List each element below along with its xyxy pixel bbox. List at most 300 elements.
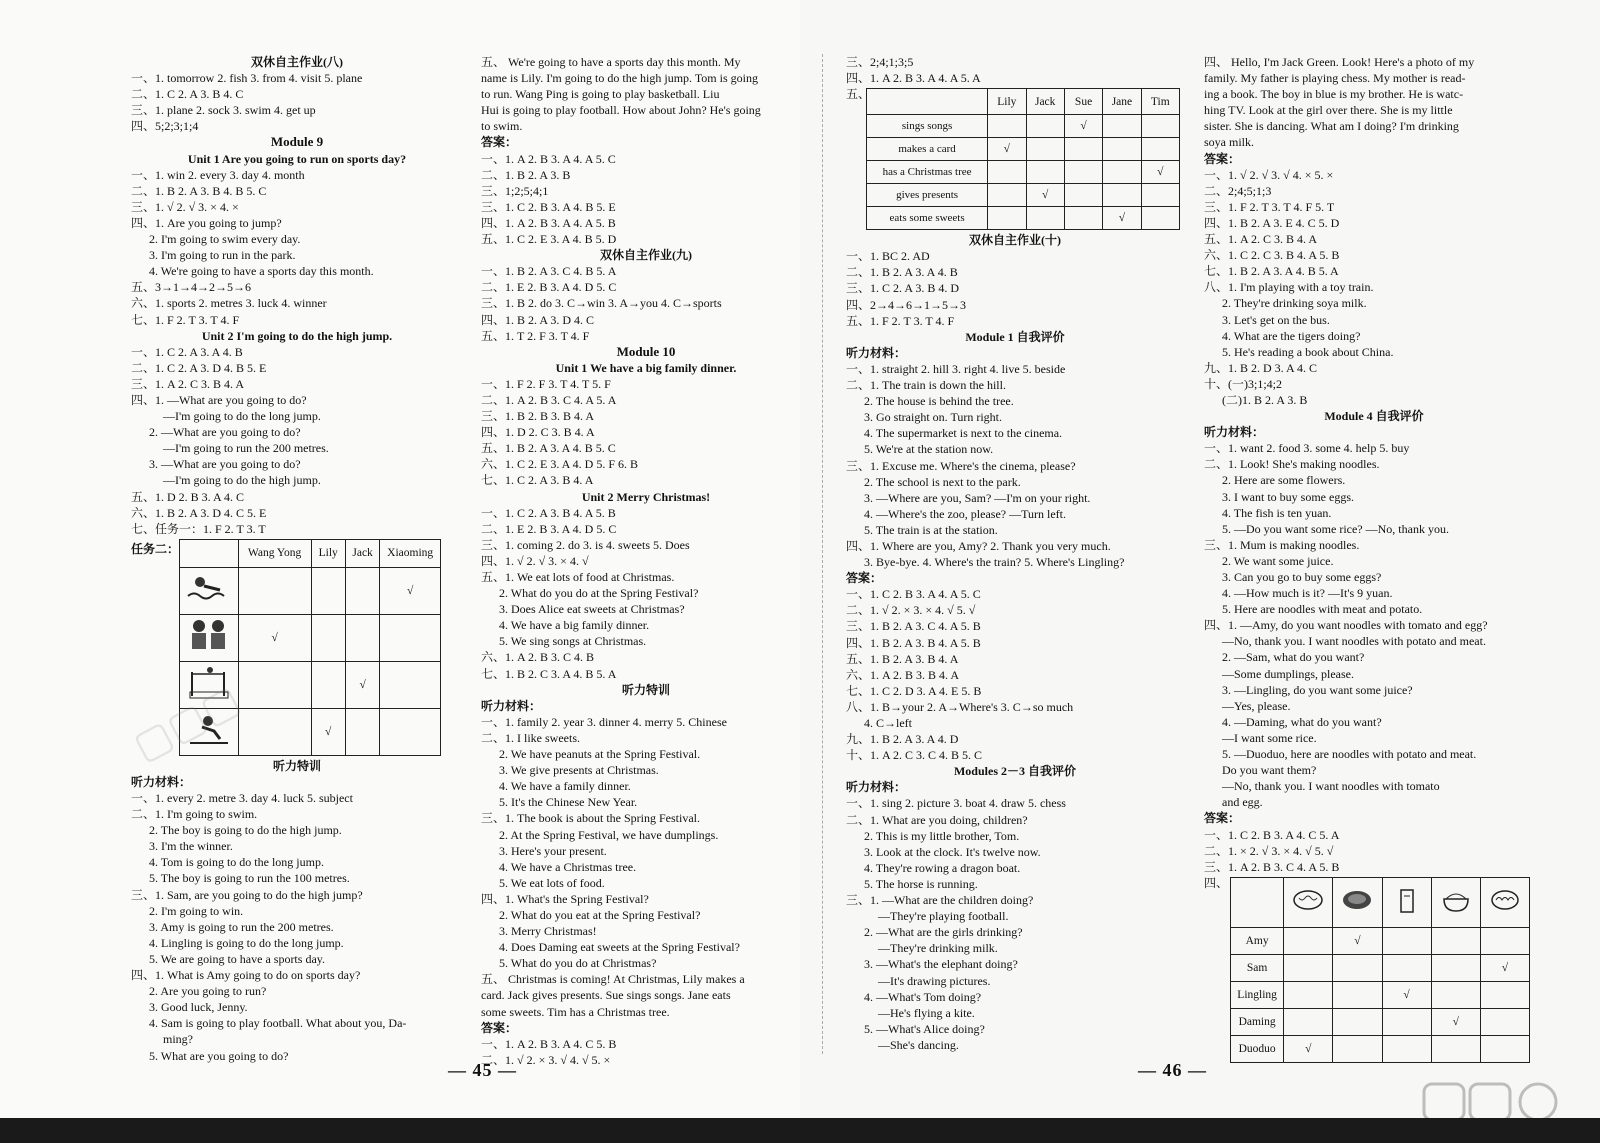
answer-line: 二、1. E 2. B 3. A 4. D 5. C [481,521,617,536]
answer-line: 3. Does Alice eat sweets at Christmas? [499,602,685,617]
answer-line: 五、3→1→4→2→5→6 [131,280,252,295]
answer-line: Do you want them? [1222,763,1317,778]
table-cell: √ [1026,184,1064,207]
answer-line: 四、1. B 2. A 3. B 4. A 5. B [846,635,981,650]
answer-line: 三、1. C 2. B 3. A 4. B 5. E [481,199,616,214]
answer-line: 5. We're at the station now. [864,442,994,457]
answer-line: 5. What do you do at Christmas? [499,956,657,971]
answer-line: 听力材料： [481,698,542,713]
table-cell [1382,1008,1431,1035]
table-cell [1103,184,1141,207]
answer-line: 一、1. every 2. metre 3. day 4. luck 5. subject [131,791,353,805]
page-number-left: — 45 — [448,1060,517,1080]
answer-line: 二、1. B 2. A 3. B 4. B 5. C [131,183,267,198]
answer-line: 三、1. √ 2. √ 3. × 4. × [131,199,239,214]
answer-line: to run. Wang Ping is going to play basketball. Liu [481,87,720,102]
answer-line: 三、1. —What are the children doing? [846,893,1034,908]
answer-line: 4. We have a Christmas tree. [499,859,637,874]
noodles-icon [1284,877,1333,927]
answer-line: 5. —Duoduo, here are noodles with potato and meat. [1222,747,1477,762]
answer-line: 3. Merry Christmas! [499,924,597,939]
answer-line: 三、1. A 2. B 3. C 4. A 5. B [1204,859,1340,874]
answer-line: 九、1. B 2. D 3. A 4. C [1204,360,1318,375]
answer-line: 3. We give presents at Christmas. [499,763,659,778]
answer-line: 五、 We're going to have a sports day this month. My [481,55,741,69]
answer-line: 5. What are you going to do? [149,1048,289,1063]
table-cell [311,614,345,661]
answer-line: 八、1. B→your 2. A→Where's 3. C→so much [846,699,1074,714]
answer-line: 四、1. Where are you, Amy? 2. Thank you very much. [846,538,1111,553]
answer-line: 3. —Where are you, Sam? —I'm on your right. [864,490,1091,505]
table-header-cell: Jack [345,539,379,567]
row-label: Daming [1231,1008,1284,1035]
table-cell [1382,927,1431,954]
answer-line: 四、1. Are you going to jump? [131,215,282,230]
row-label: sings songs [867,115,988,138]
answer-line: —Yes, please. [1222,698,1291,713]
answer-line: 二、2;4;5;1;3 [1204,183,1272,198]
answer-line: 答案： [1204,151,1241,166]
answer-line: 3. Can you go to buy some eggs? [1222,570,1382,584]
answer-line: 3. Go straight on. Turn right. [864,410,1003,425]
answer-line: to swim. [481,119,523,134]
table-cell: √ [1431,1008,1480,1035]
dumplings-icon [1480,877,1529,927]
answer-line: 一、1. A 2. B 3. A 4. C 5. B [481,1036,617,1051]
answer-line: 二、1. I'm going to swim. [131,807,258,822]
food-answer-table [1230,877,1530,1063]
answer-line: 2. —Sam, what do you want? [1222,650,1365,665]
answer-line: 5. We eat lots of food. [499,875,605,890]
answer-line: 5. It's the Chinese New Year. [499,795,638,810]
table-cell: √ [1103,207,1141,230]
answer-line: 四、1. √ 2. √ 3. × 4. √ [481,553,589,568]
section-heading: Unit 2 Merry Christmas! [581,489,711,504]
table-cell [311,661,345,708]
answer-line: 七、1. C 2. A 3. B 4. A [481,473,594,488]
table-cell [1431,954,1480,981]
answer-line: 4. Tom is going to do the long jump. [149,855,324,870]
table-cell [311,567,345,614]
answer-line: 七、1. B 2. A 3. A 4. B 5. A [1204,264,1339,279]
table-cell [1480,1008,1529,1035]
table-cell: √ [1284,1035,1333,1062]
answer-line: 三、1. F 2. T 3. T 4. F 5. T [1204,199,1335,214]
section-heading: 双休自主作业(八) [251,55,343,69]
answer-line: 听力材料： [1204,425,1265,440]
table-header-cell: Jack [1026,89,1064,115]
answer-line: 3. I'm going to run in the park. [149,248,296,263]
answer-line: 三、1. C 2. A 3. B 4. D [846,281,960,296]
answer-line: 二、1. Look! She's making noodles. [1204,457,1380,472]
table-header-cell: Lily [311,539,345,567]
answer-line: 2. —What are you going to do? [149,425,301,440]
juice-icon [1382,877,1431,927]
answer-line: 5. We sing songs at Christmas. [499,634,647,649]
answer-line: 七、1. B 2. C 3. A 4. B 5. A [481,666,617,681]
table-cell [1026,207,1064,230]
answer-line: 二、1. √ 2. × 3. × 4. √ 5. √ [846,603,976,618]
answer-line: 三、1. plane 2. sock 3. swim 4. get up [131,103,316,118]
table-cell [1480,981,1529,1008]
answer-line: 3. Good luck, Jenny. [149,1000,248,1015]
table-cell [1026,138,1064,161]
answer-line: 六、1. B 2. A 3. D 4. C 5. E [131,505,267,520]
answer-line: —They're drinking milk. [878,941,998,956]
table-cell: √ [311,708,345,755]
answer-line: 三、1. B 2. B 3. B 4. A [481,409,595,424]
answer-line: 4. What are the tigers doing? [1222,328,1361,343]
answer-line: —No, thank you. I want noodles with potato and meat. [1222,634,1486,649]
answer-line: —I want some rice. [1222,730,1317,745]
answer-line: 四、1. —Amy, do you want noodles with tomato and egg? [1204,618,1488,633]
answer-line: 三、2;4;1;3;5 [846,55,914,69]
table-header-cell [1231,877,1284,927]
answer-lines [131,54,463,537]
answer-line: 2. —What are the girls drinking? [864,925,1023,940]
answer-line: 3. —What are you going to do? [149,457,301,472]
answer-line: 2. I'm going to win. [149,903,244,918]
table-cell [1333,954,1382,981]
table-header-cell: Wang Yong [238,539,311,567]
answer-line: 4. We have a big family dinner. [499,618,650,633]
row-label: gives presents [867,184,988,207]
column-3 [846,54,1184,1074]
answer-line: —I'm going to run the 200 metres. [163,441,329,456]
table-cell [988,161,1026,184]
answer-line: 一、1. C 2. B 3. A 4. A 5. C [846,587,981,602]
answer-line: 一、1. A 2. B 3. A 4. A 5. C [481,151,616,166]
answer-line: 4. C→left [864,716,912,730]
answer-line: —They're playing football. [878,909,1009,924]
section-heading: 听力特训 [272,758,321,773]
row-label: makes a card [867,138,988,161]
answer-line: —She's dancing. [878,1037,959,1052]
bottom-bar [0,1118,1600,1143]
answer-line: hing TV. Look at the girl over there. She is my little [1204,103,1453,118]
table-cell [1382,954,1431,981]
table-cell [345,567,379,614]
answer-line: 3. Amy is going to run the 200 metres. [149,919,334,934]
answer-line: 六、1. sports 2. metres 3. luck 4. winner [131,296,327,311]
answer-line: 三、1;2;5;4;1 [481,183,549,198]
christmas-answer-table [866,88,1180,230]
answer-line: —I'm going to do the long jump. [163,409,321,424]
answer-line: 2. The boy is going to do the high jump. [149,823,342,838]
answer-line: 五、1. D 2. B 3. A 4. C [131,489,245,504]
answer-line: 5. The train is at the station. [864,522,998,537]
answer-line: 三、1. B 2. A 3. C 4. A 5. B [846,619,981,634]
answer-line: 一、1. C 2. A 3. A 4. B [131,344,243,359]
answer-line: 5. We are going to have a sports day. [149,951,325,966]
answer-line: ming? [163,1032,193,1047]
table-cell [1026,161,1064,184]
table-cell [1141,207,1179,230]
answer-line: 一、1. B 2. A 3. C 4. B 5. A [481,264,617,279]
page-divider [822,54,823,1054]
answer-line: 4. Does Daming eat sweets at the Spring Festival? [499,940,740,955]
table-cell: √ [1141,161,1179,184]
answer-line: 4. Lingling is going to do the long jump. [149,935,344,950]
section-heading: Unit 2 I'm going to do the high jump. [201,328,393,343]
table-cell [380,708,441,755]
answer-line: 2. The school is next to the park. [864,474,1021,489]
table-cell [1284,1008,1333,1035]
answer-line: —He's flying a kite. [878,1005,975,1020]
answer-line: 二、1. × 2. √ 3. × 4. √ 5. √ [1204,843,1334,858]
answer-line: 5. The boy is going to run the 100 metres. [149,871,350,886]
answer-line: 一、1. √ 2. √ 3. √ 4. × 5. × [1204,167,1334,182]
table-cell [988,184,1026,207]
answer-lines [1204,54,1544,875]
answer-line: 五、1. A 2. C 3. B 4. A [1204,232,1318,247]
table-cell [1284,981,1333,1008]
table-header-cell: Tim [1141,89,1179,115]
answer-line: 4. We have a family dinner. [499,779,631,794]
answer-line: 六、1. A 2. B 3. B 4. A [846,667,960,682]
answer-line: 一、1. tomorrow 2. fish 3. from 4. visit 5. plane [131,71,363,86]
table-cell [1333,1008,1382,1035]
section-heading: Unit 1 We have a big family dinner. [555,360,737,375]
answer-line: 十、1. A 2. C 3. C 4. B 5. C [846,748,983,763]
answer-line: 五、1. F 2. T 3. T 4. F [846,313,955,328]
table-cell [1026,115,1064,138]
answer-line: 听力材料： [846,345,907,360]
table-cell: √ [1480,954,1529,981]
answer-line: 五、1. B 2. A 3. A 4. B 5. C [481,441,616,456]
answer-line: 四、1. —What are you going to do? [131,392,307,407]
table-cell [1141,184,1179,207]
answer-line: 5. The horse is running. [864,876,978,891]
table-cell [1064,138,1102,161]
section-heading: Module 9 [270,134,324,150]
table-cell: √ [345,661,379,708]
row-label: has a Christmas tree [867,161,988,184]
answer-line: 2. What do you do at the Spring Festival? [499,586,699,601]
children-picture-icon [180,614,239,661]
answer-line: 二、1. B 2. A 3. B [481,167,571,182]
answer-line: 答案： [481,135,518,150]
table-cell: √ [1333,927,1382,954]
table-cell [380,614,441,661]
answer-line: 4. They're rowing a dragon boat. [864,860,1021,875]
section-heading: 双休自主作业(九) [600,248,692,263]
answer-line: 二、1. A 2. B 3. C 4. A 5. A [481,392,617,407]
answer-line: 一、1. want 2. food 3. some 4. help 5. buy [1204,441,1410,456]
tomato-noodles-icon [1333,877,1382,927]
answer-line: 一、1. F 2. F 3. T 4. T 5. F [481,376,611,391]
row-label: Sam [1231,954,1284,981]
swimming-picture-icon [180,567,239,614]
table-cell [238,661,311,708]
section-heading: Unit 1 Are you going to run on sports day? [187,151,407,166]
answer-line: —Some dumplings, please. [1222,666,1354,681]
answer-line: 一、1. family 2. year 3. dinner 4. merry 5. Chinese [481,714,727,729]
answer-line: 听力材料： [131,774,192,789]
answer-line: 四、1. B 2. A 3. E 4. C 5. D [1204,215,1340,230]
table-cell [988,115,1026,138]
answer-line: —No, thank you. I want noodles with tomato [1222,779,1440,794]
answer-line: 2. At the Spring Festival, we have dumplings. [499,827,719,842]
answer-lines [481,54,811,1068]
answer-line: name is Lily. I'm going to do the high jump. Tom is going [481,71,758,86]
answer-line: 三、1. The book is about the Spring Festival. [481,811,700,826]
answer-line: 3. Here's your present. [499,843,607,858]
answer-line: 4. —What's Tom doing? [864,989,982,1004]
section-heading: Module 10 [616,343,676,359]
answer-line: 5. —What's Alice doing? [864,1021,985,1036]
table-header-cell: Xiaoming [380,539,441,567]
answer-line: 2. We have peanuts at the Spring Festival. [499,747,701,762]
listening-lines [131,758,463,1064]
table-header-cell [867,89,988,115]
table-cell [1064,207,1102,230]
section-heading: Module 4 自我评价 [1324,409,1424,424]
column-2 [481,54,811,1074]
answer-line: 3. Bye-bye. 4. Where's the train? 5. Where's Lingling? [864,555,1125,570]
table-cell [1480,1035,1529,1062]
answer-line: 五、 Christmas is coming! At Christmas, Lily makes a [481,972,745,987]
table-cell [1103,115,1141,138]
table-cell [988,207,1026,230]
table-header-cell: Jane [1103,89,1141,115]
table-cell [238,567,311,614]
answer-line: soya milk. [1204,135,1254,150]
row-label: Duoduo [1231,1035,1284,1062]
answer-line: family. My father is playing chess. My mother is read- [1204,71,1466,86]
answer-line: 四、1. D 2. C 3. B 4. A [481,425,595,440]
table-header-cell [180,539,239,567]
answer-line: 4. The supermarket is next to the cinema. [864,426,1063,441]
section-heading: Modules 2－3 自我评价 [953,764,1076,779]
table-cell [1103,161,1141,184]
answer-line: 2. I'm going to swim every day. [149,232,301,247]
table-cell [1382,1035,1431,1062]
row-label: eats some sweets [867,207,988,230]
answer-line: 4. Sam is going to play football. What about you, Da- [149,1016,407,1031]
answer-line: 4. —Daming, what do you want? [1222,714,1382,729]
row-label: Amy [1231,927,1284,954]
answer-line: 二、1. E 2. B 3. A 4. D 5. C [481,280,617,295]
answer-line: 四、 Hello, I'm Jack Green. Look! Here's a photo of my [1204,55,1475,69]
answer-line: 三、1. B 2. do 3. C→win 3. A→you 4. C→sports [481,296,722,311]
table-cell [1480,927,1529,954]
answer-lines [846,232,1184,1053]
answer-line: 七、1. C 2. D 3. A 4. E 5. B [846,683,982,698]
answer-line: 四、1. What is Amy going to do on sports day? [131,968,361,983]
column-4 [1204,54,1544,1074]
answer-line: 4. We're going to have a sports day this month. [149,264,374,279]
answer-line: (二)1. B 2. A 3. B [1222,392,1308,407]
answer-line: 3. Look at the clock. It's twelve now. [864,844,1041,859]
answer-line: 五、1. T 2. F 3. T 4. F [481,328,590,343]
watermark-text: ▢▢▢ [125,676,248,770]
table-cell [1431,927,1480,954]
table-cell [1333,1035,1382,1062]
answer-line: 听力材料： [846,780,907,795]
table-cell [1333,981,1382,1008]
answer-line: 九、1. B 2. A 3. A 4. D [846,732,959,747]
answer-line: 四、1. A 2. B 3. A 4. A 5. A [846,71,981,86]
table-cell: √ [380,567,441,614]
answer-line: 五、1. C 2. E 3. A 4. B 5. D [481,232,617,247]
table-cell [1431,1035,1480,1062]
answer-line: 一、1. C 2. A 3. B 4. A 5. B [481,505,616,520]
answer-line: 2. The house is behind the tree. [864,394,1014,409]
row-label: Lingling [1231,981,1284,1008]
answer-line: sister. She is dancing. What am I doing? I'm drinking [1204,119,1459,134]
answer-line: 4. —Where's the zoo, please? —Turn left. [864,506,1066,521]
answer-line: 4. —How much is it? —It's 9 yuan. [1222,586,1393,601]
answer-line: some sweets. Tim has a Christmas tree. [481,1004,670,1019]
column-1 [131,54,463,1074]
section-heading: 双休自主作业(十) [969,233,1061,248]
table-cell [345,614,379,661]
table-cell [1064,161,1102,184]
answer-line: —I'm going to do the high jump. [163,473,321,488]
answer-line: Hui is going to play football. How about John? He's going [481,103,761,118]
answer-line: 5. —Do you want some rice? —No, thank you. [1222,521,1449,536]
table-cell [345,708,379,755]
answer-line: 六、1. C 2. C 3. B 4. A 5. B [1204,248,1340,263]
answer-line: 十、(一)3;1;4;2 [1204,376,1282,391]
table-cell [1431,981,1480,1008]
answer-line: 二、1. C 2. A 3. D 4. B 5. E [131,360,267,375]
answer-line: 三、1. Excuse me. Where's the cinema, please? [846,458,1076,473]
answer-line: 三、1. Sam, are you going to do the high jump? [131,887,363,902]
answer-line: 二、1. I like sweets. [481,730,580,745]
answer-line: 二、1. The train is down the hill. [846,378,1006,393]
answer-line: 二、1. C 2. A 3. B 4. C [131,87,244,102]
answer-line: 4. The fish is ten yuan. [1222,505,1332,520]
answer-line: 二、1. What are you doing, children? [846,812,1028,827]
answer-line: 3. —Lingling, do you want some juice? [1222,682,1413,697]
answer-line: 七、1. F 2. T 3. T 4. F [131,312,240,327]
answer-line: 3. I want to buy some eggs. [1222,489,1354,504]
table-cell: √ [1382,981,1431,1008]
table-header-cell: Lily [988,89,1026,115]
answer-line: 3. Let's get on the bus. [1222,312,1330,327]
section-heading: 听力特训 [621,682,670,697]
answer-line: 2. Here are some flowers. [1222,473,1346,488]
page-number-right: — 46 — [1138,1060,1207,1080]
answer-line: 三、1. A 2. C 3. B 4. A [131,376,245,391]
table-cell [1064,184,1102,207]
answer-line: 三、1. Mum is making noodles. [1204,537,1360,552]
table-cell [1103,138,1141,161]
answer-line: 四、1. What's the Spring Festival? [481,891,649,906]
table-cell [1284,927,1333,954]
answer-line: 一、1. C 2. B 3. A 4. C 5. A [1204,827,1340,842]
table-cell [1284,954,1333,981]
section-heading: Module 1 自我评价 [965,329,1065,344]
answer-line: 答案： [481,1020,518,1035]
table-cell [380,661,441,708]
table-header-cell: Sue [1064,89,1102,115]
answer-line: 5. Here are noodles with meat and potato. [1222,602,1423,617]
answer-line: 一、1. straight 2. hill 3. right 4. live 5. beside [846,361,1066,376]
answer-line: 二、1. √ 2. × 3. √ 4. √ 5. × [481,1052,611,1067]
answer-line: and egg. [1222,795,1263,810]
answer-line: 2. They're drinking soya milk. [1222,296,1367,311]
answer-line: 二、1. B 2. A 3. A 4. B [846,265,958,280]
answer-line: 一、1. sing 2. picture 3. boat 4. draw 5. chess [846,796,1066,811]
rice-icon [1431,877,1480,927]
answer-line: 四、1. A 2. B 3. A 4. A 5. B [481,215,616,230]
table-cell [1141,115,1179,138]
answer-line: 四、2→4→6→1→5→3 [846,297,967,312]
answer-line: 2. This is my little brother, Tom. [864,828,1020,843]
